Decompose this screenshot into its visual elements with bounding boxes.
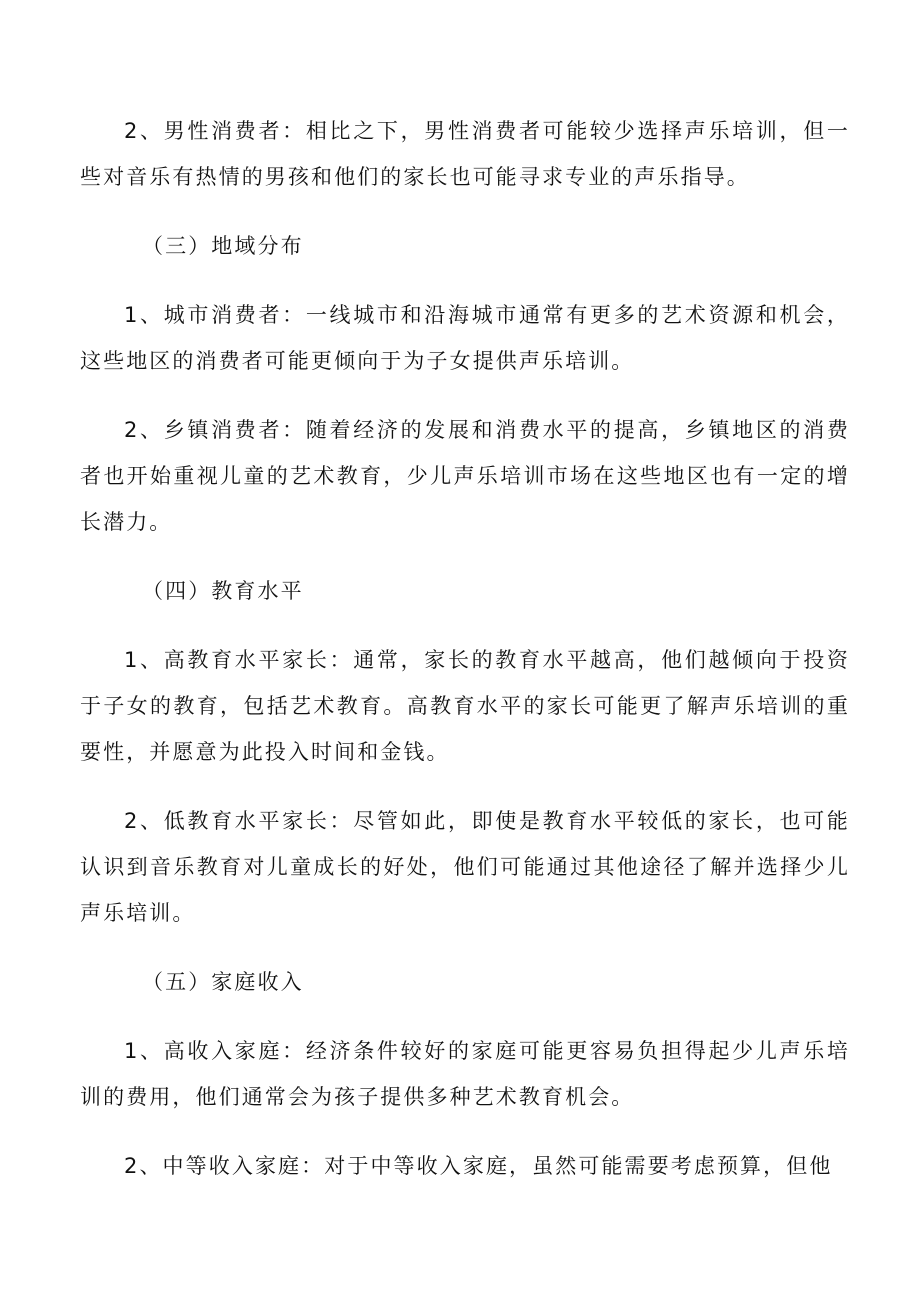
section-heading-family-income: （五）家庭收入 [142, 970, 304, 994]
paragraph-middle-income-families: 2、中等收入家庭：对于中等收入家庭，虽然可能需要考虑预算，但他 [124, 1154, 833, 1178]
paragraph-township-consumers: 2、乡镇消费者：随着经济的发展和消费水平的提高，乡镇地区的消费者也开始重视儿童的艺术教育，少儿声乐培训市场在这些地区也有一定的增长潜力。 [80, 418, 850, 534]
paragraph-urban-consumers: 1、城市消费者：一线城市和沿海城市通常有更多的艺术资源和机会，这些地区的消费者可能更倾向于为子女提供声乐培训。 [80, 303, 850, 373]
paragraph-low-education-parents: 2、低教育水平家长：尽管如此，即使是教育水平较低的家长，也可能认识到音乐教育对儿童成长的好处，他们可能通过其他途径了解并选择少儿声乐培训。 [80, 809, 850, 925]
section-heading-education-level: （四）教育水平 [142, 579, 304, 603]
paragraph-high-income-families: 1、高收入家庭：经济条件较好的家庭可能更容易负担得起少儿声乐培训的费用，他们通常会为孩子提供多种艺术教育机会。 [80, 1039, 850, 1109]
section-heading-regional-distribution: （三）地域分布 [142, 234, 304, 258]
paragraph-high-education-parents: 1、高教育水平家长：通常，家长的教育水平越高，他们越倾向于投资于子女的教育，包括艺术教育。高教育水平的家长可能更了解声乐培训的重要性，并愿意为此投入时间和金钱。 [80, 648, 850, 764]
document-body [80, 108, 850, 1212]
paragraph-male-consumers: 2、男性消费者：相比之下，男性消费者可能较少选择声乐培训，但一些对音乐有热情的男孩和他们的家长也可能寻求专业的声乐指导。 [80, 119, 850, 189]
